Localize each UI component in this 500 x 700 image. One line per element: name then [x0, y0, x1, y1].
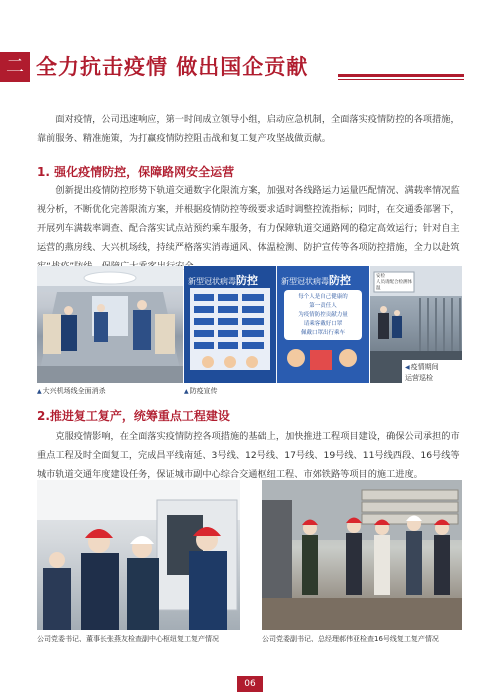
header-rule	[338, 74, 464, 77]
section-header	[0, 52, 500, 82]
caption-photo-4: 公司党委书记、董事长张燕友检查副中心枢纽复工复产情况	[37, 635, 219, 643]
photo-line16-inspection	[262, 480, 462, 630]
caption-text: 疫情期间	[410, 363, 439, 371]
header-rule-thin	[338, 79, 464, 80]
section-title: 全力抗击疫情 做出国企贡献	[36, 55, 309, 79]
caption-photo-3	[402, 360, 462, 385]
triangle-marker-icon: ▲	[184, 388, 189, 395]
train-interior-illustration	[37, 266, 183, 383]
caption-photo-5: 公司党委副书记、总经理郝伟亚检查16号线复工复产情况	[262, 635, 439, 643]
subsection-title-2: 2.推进复工复产，统筹重点工程建设	[37, 409, 230, 423]
page-number: 06	[237, 676, 263, 692]
triangle-marker-icon: ▲	[37, 388, 42, 395]
caption-text: 防疫宣传	[189, 387, 218, 395]
photo-prevention-posters	[184, 266, 369, 383]
poster-left-title-em: 防控	[236, 274, 258, 287]
poster-tips	[287, 293, 359, 338]
section-number: 二	[0, 52, 30, 82]
poster-right-title-em: 防控	[329, 274, 351, 287]
poster-tip-line: 每个人是自己健康的	[298, 294, 348, 300]
platform-sign-line: 安检	[376, 274, 385, 279]
caption-photo-1	[37, 386, 106, 396]
poster-left-heading	[188, 272, 258, 288]
caption-photo-2	[184, 386, 218, 396]
poster-tip-line: 佩戴口罩出行乘车	[300, 330, 345, 336]
site-visit-illustration	[37, 480, 240, 630]
poster-right-heading	[281, 272, 351, 288]
platform-sign	[376, 274, 412, 292]
poster-tip-line: 为疫情防控贡献力量	[298, 312, 348, 318]
subsection-body-2: 克服疫情影响，在全面落实疫情防控各项措施的基础上，加快推进工程项目建设，确保公司承担的市重点工程及时全面复工，完成昌平线南延、3号线、12号线、17号线、19号线、11号线西段、16号线等城市轨道交通年度建设任务，保证城市副中心综合交通枢纽工程、市郊铁路等项目的施工进度。	[37, 431, 460, 480]
intro-paragraph: 面对疫情，公司迅速响应，第一时间成立领导小组，启动应急机制，全面落实疫情防控的各项措施，靠前服务、精准施策，为打赢疫情防控阻击战和复工复产攻坚战做贡献。	[37, 114, 460, 144]
subsection-body-1: 创新提出疫情防控形势下轨道交通数字化限流方案，加强对各线路运力运量匹配情况、满载率情况监视分析，不断优化完善限流方案，并根据疫情防控等级要求适时调整控流指标；同时，在交通委部署下，开展列车满载率调查、配合落实试点站预约乘车服务，有力保障轨道交通路网的稳定高效运行；针对自主运营的燕房线、大兴机场线，持续严格落实消毒通风、体温检测、防护宣传等各项防控措施，全力以赴筑	[37, 185, 460, 253]
construction-site-illustration	[262, 480, 462, 630]
caption-text: 运营巡检	[405, 374, 433, 382]
caption-text: 大兴机场线全面消杀	[42, 387, 106, 395]
poster-right-title: 新型冠状病毒	[281, 277, 329, 286]
poster-left-title: 新型冠状病毒	[188, 277, 236, 286]
triangle-marker-icon: ◀	[405, 364, 410, 371]
subsection-title-1: 1. 强化疫情防控，保障路网安全运营	[37, 165, 235, 179]
photo-hub-inspection	[37, 480, 240, 630]
poster-tip-line: 请乘客戴好口罩	[303, 321, 343, 327]
platform-sign-line: 人员请配合检测体温	[376, 280, 412, 291]
poster-tip-line: 第一责任人	[309, 303, 337, 309]
photo-train-disinfection	[37, 266, 183, 383]
